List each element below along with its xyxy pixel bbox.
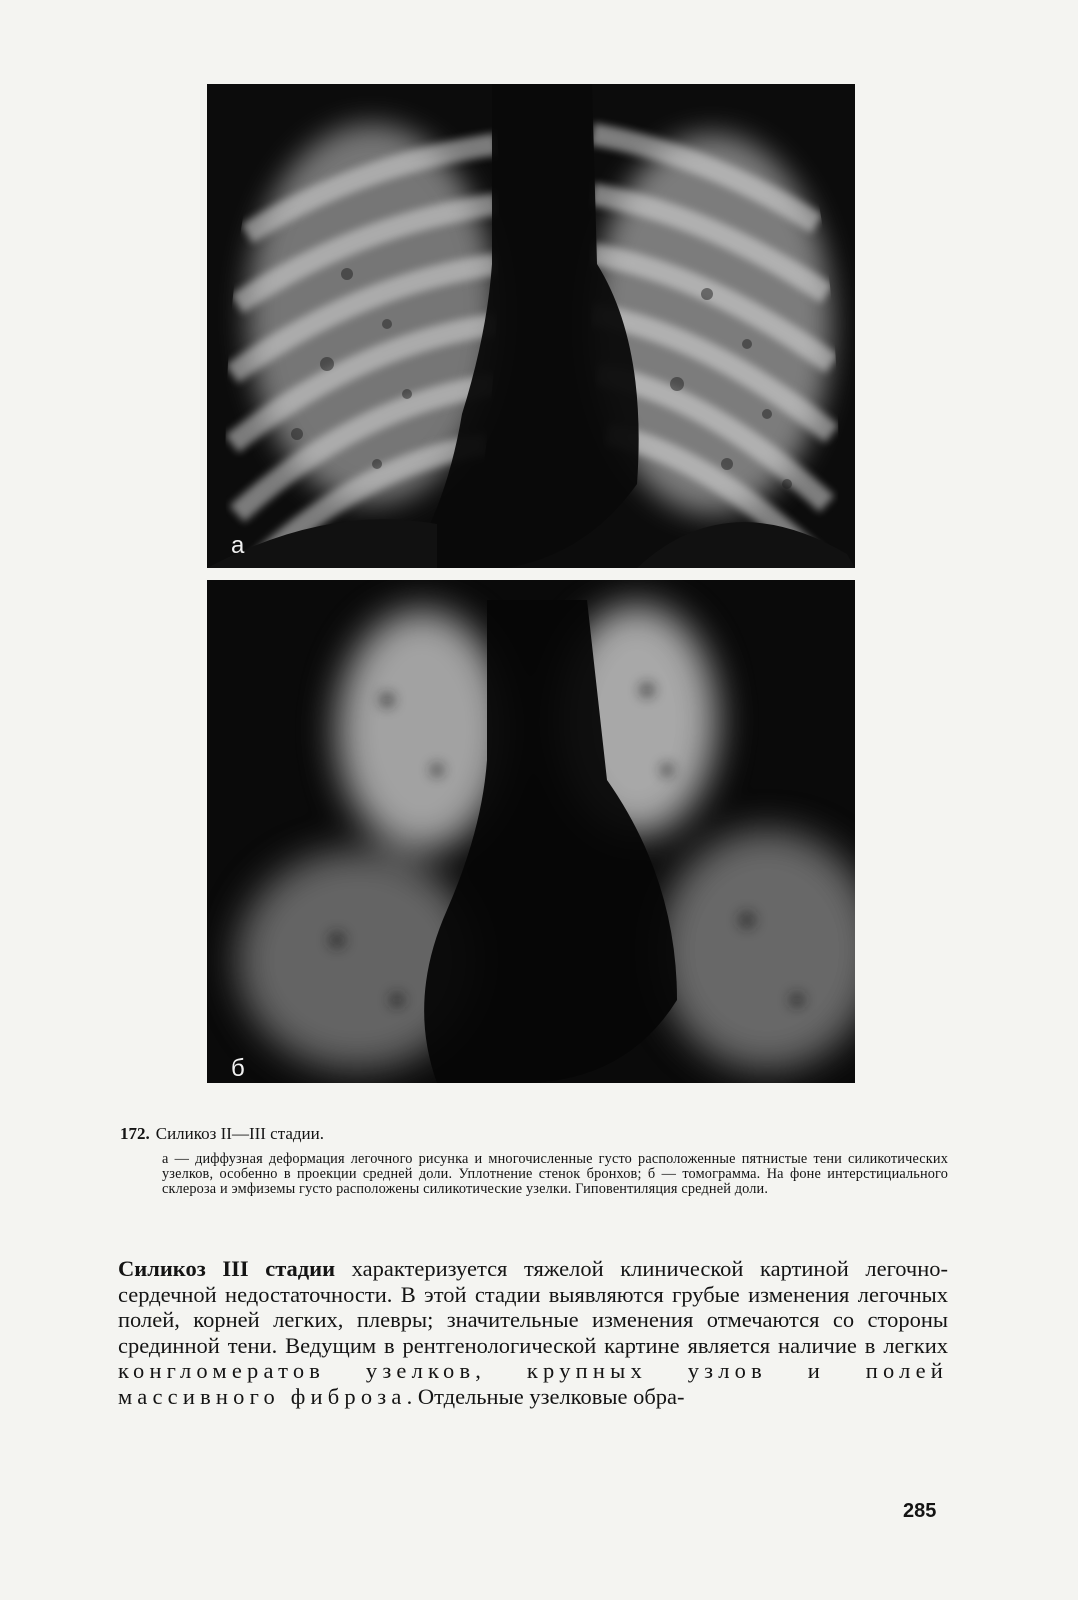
figure-title: Силикоз II—III стадии. (155, 1124, 325, 1143)
figure-caption-title (120, 1124, 324, 1144)
panel-b-label: б (231, 1055, 245, 1082)
paragraph-lead-term: Силикоз III стадии (118, 1256, 336, 1281)
paragraph-text-1: характеризуется тяжелой клинической картиной легочно-сердечной недостаточности. В этой стадии выявляются грубые изменения легочных полей, корней легких, плевры; значительные изменения отмечаются со стороны срединной тени. Ведущим в рентгенологической картине является наличие в легких (118, 1256, 948, 1358)
paragraph-spaced-emphasis: конгломератов узелков, крупных узлов и полей массивного фиброза (118, 1358, 948, 1409)
radiograph-panel-b (207, 580, 855, 1083)
body-paragraph (118, 1256, 948, 1410)
panel-a-label: а (231, 532, 245, 559)
figure-caption-body: а — диффузная деформация легочного рисунка и многочисленные густо расположенные пятнистые тени силикотических узелков, особенно в проекции средней доли. Уплотнение стенок бронхов; б — томограмма. На фоне интерстициального склероза и эмфиземы густо расположены силикотические узелки. Гиповентиляция средней доли. (162, 1151, 948, 1198)
tomogram-image-b (207, 580, 855, 1083)
paragraph-text-2: . Отдельные узелковые обра- (406, 1383, 685, 1409)
page-number: 285 (903, 1500, 937, 1522)
radiograph-panel-a (207, 84, 855, 568)
figure-number: 172. (120, 1124, 150, 1143)
chest-xray-image-a (207, 84, 855, 568)
